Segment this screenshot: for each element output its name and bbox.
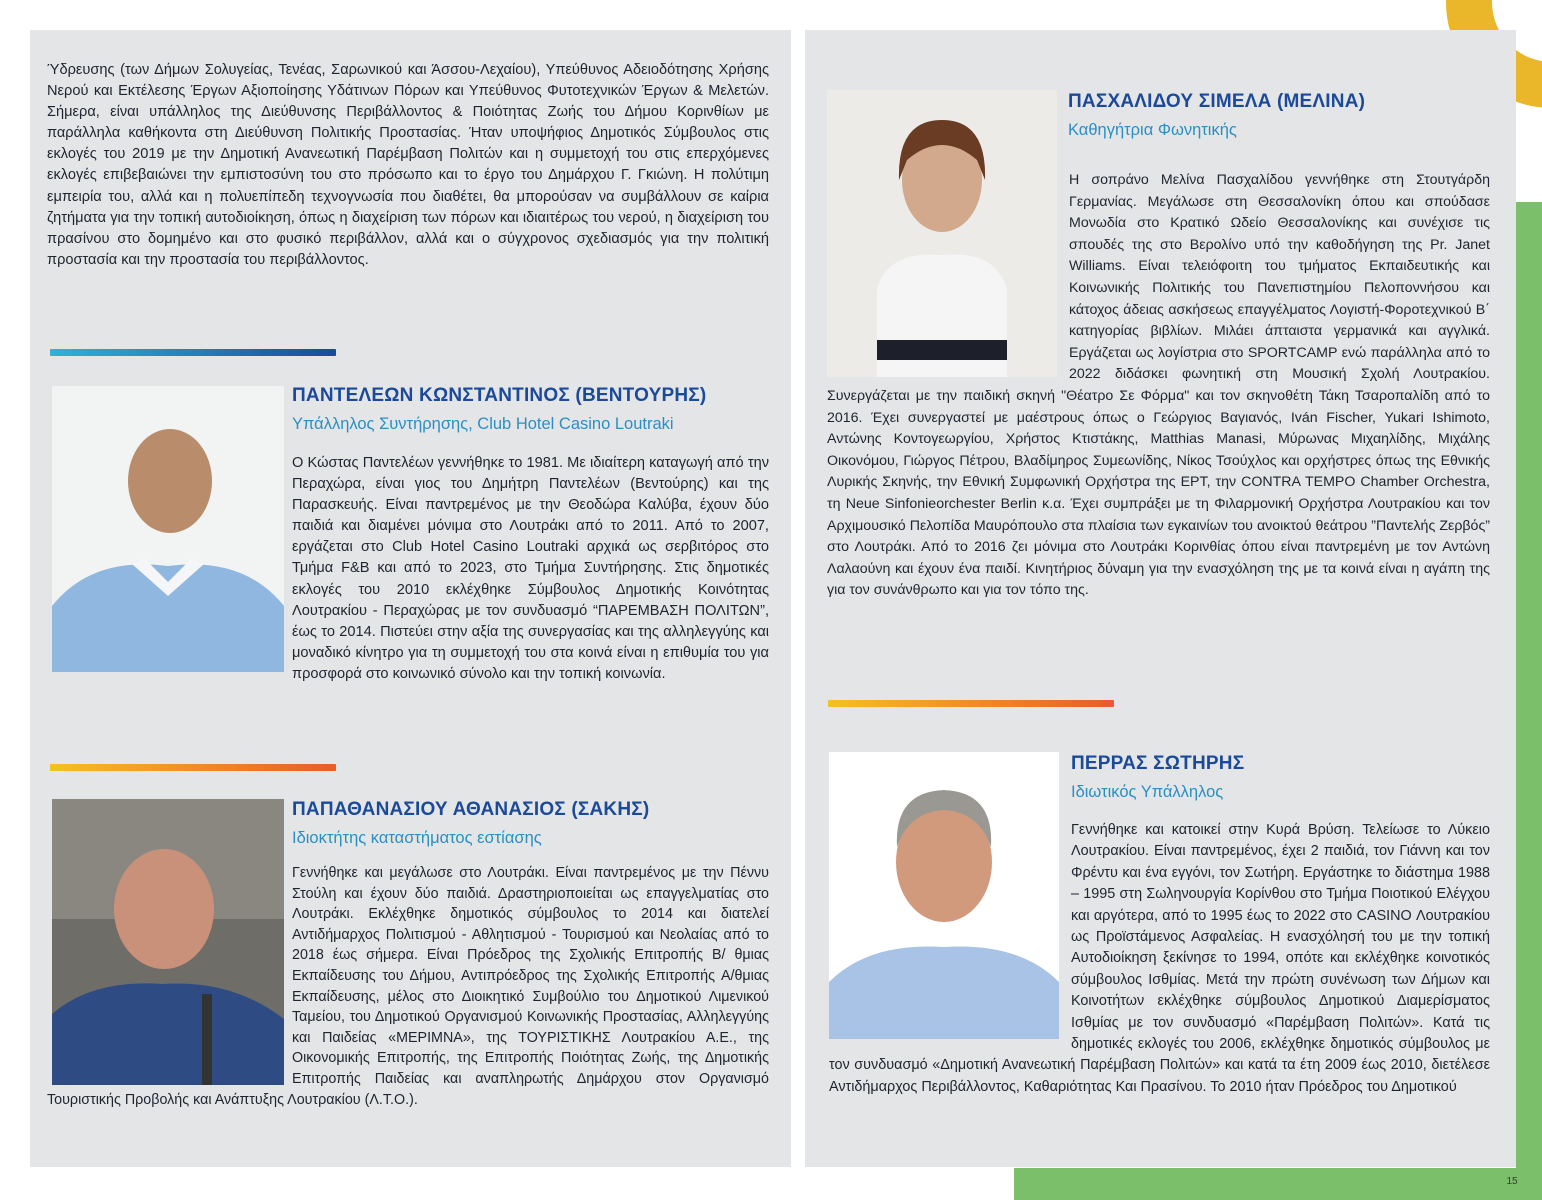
photo-wrap-space (47, 863, 292, 1088)
role-papathanasiou: Ιδιοκτήτης καταστήματος εστίασης (292, 829, 542, 847)
bio-block-perras (829, 820, 1490, 1098)
bio-paschalidou: Η σοπράνο Μελίνα Πασχαλίδου γεννήθηκε στη Στουτγάρδη Γερμανίας. Μεγάλωσε στη Θεσσαλονίκη όπου και σπούδασε Μονωδία στο Κρατικό Ωδείο Θεσσαλονίκης και συνέχισε τις σπουδές της στο Βερολίνο υπό την καθοδήγηση της Pr. Janet Williams. Είναι τελειόφοιτη του τμήματος Εκπαιδευτικής και Κοινωνικής Πολιτικής του Πανεπιστημίου Πελοποννήσου και κάτοχος άδειας ασκήσεως επαγγέλματος Λογιστή-Φοροτεχνικού Β΄ κατηγορίας βιβλίων. Μιλάει άπταιστα γερμανικά και αγγλικά. Εργάζεται ως λογίστρια στο SPORTCAMP ενώ παράλληλα από το 2022 διδάσκει φωνητική στη Μουσική Σχολή Λουτρακίου. Συνεργάζεται με την παιδική σκηνή "Θέατρο Σε Φόρμα" και τον σκηνοθέτη Τάκη Τσαροπαλίδη από το 2016. Έχει συνεργαστεί με μαέστρους όπως ο Γεώργιος Βαγιανός, Iván Fischer, Yukari Ishimoto, Αντώνης Κοντογεωργίου, Χρήστος Κτιστάκης, Matthias Manasi, Μύρωνας Μιχαηλίδης, Μιχάλης Οικονόμου, Γιώργος Πέτρου, Βλαδίμηρος Συμεωνίδης, Νίκος Τσούχλος και ορχήστρες όπως της Εθνικής Λυρικής Σκηνής, την Εθνική Συμφωνική Ορχήστρα της ΕΡΤ, την CONTRA TEMPO Chamber Orchestra, τη Neue Sinfonieorchester Berlin κ.α. Έχει συμπράξει με τη Φιλαρμονική Ορχήστρα Λουτρακίου και τον Αρχιμουσικό Πελοπίδα Μαυρόπουλο στα πλαίσια των εγκαινίων του ανοικτού θεάτρου ”Παντελής Ζερβός” στο Λουτράκι. Από το 2016 ζει μόνιμα στο Λουτράκι Κορινθίας όπου είναι παντρεμένη με τον Αντώνη Λαλαούνη και έχουν ένα παιδί. Κινητήριος δύναμη για την ενασχόληση της με τα κοινά είναι η αγάπη της για τον συνάνθρωπο και για τον τόπο της. (827, 172, 1490, 599)
intro-text: Ύδρευσης (των Δήμων Σολυγείας, Τενέας, Σαρωνικού και Άσσου-Λεχαίου), Υπεύθυνος Αδειοδότησης Χρήσης Νερού και Εκτέλεσης Έργων Αξιοποίησης Υδάτινων Πόρων και Υπεύθυνος Φυτοτεχνικών Έργων & Μελετών. Σήμερα, είναι υπάλληλος της Διεύθυνσης Περιβάλλοντος & Ποιότητας Ζωής του Δήμου Κορινθίων με παράλληλα καθήκοντα στη Διεύθυνση Πολιτικής Προστασίας. Ήταν υποψήφιος Δημοτικός Σύμβουλος στις εκλογές του 2019 με την Δημοτική Ανανεωτική Παρέμβαση Πολιτών και η συμμετοχή του στις επερχόμενες εκλογές επιβεβαιώνει την εμπιστοσύνη του στο πρόσωπο και το έργο του Δημάρχου Γ. Γκιώνη. Η πολύτιμη εμπειρία του, αλλά και η πολυεπίπεδη τεχνογνωσία που διαθέτει, θα μπορούσαν να συμβάλλουν σε καίρια ζητήματα για την τοπική αυτοδιοίκηση, όπως η διαχείριση των πόρων και ιδιαιτέρως του νερού, η διαχείριση του πρασίνου στο δομημένο και στο φυσικό περιβάλλον, αλλά και ο σύγχρονος σχεδιασμός για την πολιτική προστασία και την προστασία του περιβάλλοντος. (47, 62, 769, 268)
section-divider-warm (828, 700, 1114, 707)
name-perras (1071, 752, 1244, 776)
photo-wrap-space (829, 820, 1071, 1038)
name-papathanasiou (292, 798, 649, 822)
left-panel (30, 30, 791, 1167)
section-divider-warm (50, 764, 336, 771)
surname: ΠΑΝΤΕΛΕΩΝ (292, 385, 414, 406)
bio-block-panteleon (47, 453, 769, 685)
role-paschalidou: Καθηγήτρια Φωνητικής (1068, 121, 1237, 139)
bio-block-paschalidou (827, 170, 1490, 602)
photo-wrap-space (47, 453, 292, 675)
page-number: 15 (1506, 1176, 1518, 1187)
surname: ΠΑΣΧΑΛΙΔΟΥ (1068, 91, 1194, 112)
bio-block-papathanasiou (47, 863, 769, 1110)
photo-wrap-space (827, 170, 1069, 382)
surname: ΠΑΠΑΘΑΝΑΣΙΟΥ (292, 799, 448, 820)
name-paschalidou (1068, 90, 1365, 114)
role-perras: Ιδιωτικός Υπάλληλος (1071, 783, 1224, 801)
given-name: ΣΩΤΗΡΗΣ (1153, 753, 1245, 774)
green-bottom-strip (1014, 1168, 1542, 1200)
section-divider-blue (50, 349, 336, 356)
given-name: ΣΙΜΕΛΑ (ΜΕΛΙΝΑ) (1198, 91, 1366, 112)
given-name: ΚΩΝΣΤΑΝΤΙΝΟΣ (ΒΕΝΤΟΥΡΗΣ) (419, 385, 707, 406)
name-panteleon (292, 384, 706, 408)
right-panel (805, 30, 1516, 1167)
surname: ΠΕΡΡΑΣ (1071, 753, 1148, 774)
role-panteleon: Υπάλληλος Συντήρησης, Club Hotel Casino Loutraki (292, 415, 674, 433)
bio-perras: Γεννήθηκε και κατοικεί στην Κυρά Βρύση. Τελείωσε το Λύκειο Λουτρακίου. Είναι παντρεμένος, έχει 2 παιδιά, τον Γιάννη και τον Φρέντυ και ένα εγγόνι, τον Σωτήρη. Εργάστηκε το διάστημα 1988 – 1995 στη Σωληνουργία Κορίνθου στο Τμήμα Ποιοτικού Ελέγχου και αργότερα, από το 1995 έως το 2022 στο CASINO Λουτρακίου ως Προϊστάμενος Ασφαλείας. Η ενασχόλησή του με την τοπική Αυτοδιοίκηση ξεκίνησε το 1994, οπότε και εκλέχθηκε κοινοτικός σύμβουλος Ισθμίας. Μετά την πρώτη συνένωση των Δήμων και Κοινοτήτων εκλέχθηκε σύμβουλος Δημοτικού Διαμερίσματος Ισθμίας με τον συνδυασμό «Παρέμβαση Πολιτών». Κατά τις δημοτικές εκλογές του 2006, εκλέχθηκε δημοτικός σύμβουλος με τον συνδυασμό «Δημοτική Ανανεωτική Παρέμβαση Πολιτών» και κατά τα έτη 2009 έως 2010, διετέλεσε Αντιδήμαρχος Περιβάλλοντος, Καθαριότητας Και Πρασίνου. Το 2010 ήταν Πρόεδρος του Δημοτικού (829, 822, 1490, 1095)
green-side-strip (1516, 202, 1542, 1200)
given-name: ΑΘΑΝΑΣΙΟΣ (ΣΑΚΗΣ) (452, 799, 650, 820)
bio-panteleon: Ο Κώστας Παντελέων γεννήθηκε το 1981. Με ιδιαίτερη καταγωγή από την Περαχώρα, είναι γιος του Δημήτρη Παντελέων (Βεντούρης) και της Παρασκευής. Είναι παντρεμένος με την Θεοδώρα Καλύβα, έχουν δύο παιδιά και διαμένει μόνιμα στο Λουτράκι από το 2011. Από το 2007, εργάζεται στο Club Hotel Casino Loutraki αρχικά ως σερβιτόρος στο Τμήμα F&B και από το 2023, στο Τμήμα Συντήρησης. Στις δημοτικές εκλογές του 2010 εκλέχθηκε Σύμβουλος Δημοτικής Κοινότητας Λουτρακίου - Περαχώρας με τον συνδυασμό “ΠΑΡΕΜΒΑΣΗ ΠΟΛΙΤΩΝ”, έως το 2014. Πιστεύει στην αξία της συνεργασίας και της αλληλεγγύης και μοναδικό κίνητρο για τη συμμετοχή του στα κοινά είναι η επιθυμία του για προσφορά στο κοινωνικό σύνολο και την τοπική κοινωνία. (292, 455, 769, 682)
bio-papathanasiou: Γεννήθηκε και μεγάλωσε στο Λουτράκι. Είναι παντρεμένος με την Πέννυ Στούλη και έχουν δύο παιδιά. Δραστηριοποιείται ως επαγγελματίας στο Λουτράκι. Εκλέχθηκε δημοτικός σύμβουλος το 2014 και διατελεί Αντιδήμαρχος Πολιτισμού - Αθλητισμού - Τουρισμού και Νεολαίας από το 2018 έως σήμερα. Είναι Πρόεδρος της Σχολικής Επιτροπής Β/ θμιας Εκπαίδευσης του Δήμου, Αντιπρόεδρος της Σχολικής Επιτροπής Α/θμιας Εκπαίδευσης, μέλος στο Διοικητικό Συμβούλιο του Δημοτικού Λιμενικού Ταμείου, του Δημοτικού Οργανισμού Κοινωνικής Προστασίας, Αλληλεγγύης και Παιδείας «ΜΕΡΙΜΝΑ», της ΤΟΥΡΙΣΤΙΚΗΣ Λουτρακίου Α.Ε., της Οικονομικής Επιτροπής, της Επιτροπής Ποιότητας Ζωής, της Δημοτικής Επιτροπής Παιδείας και αναπληρωτής Δημάρχου στον Οργανισμό Τουριστικής Προβολής και Ανάπτυξης Λουτρακίου (Λ.Τ.Ο.). (47, 865, 769, 1108)
